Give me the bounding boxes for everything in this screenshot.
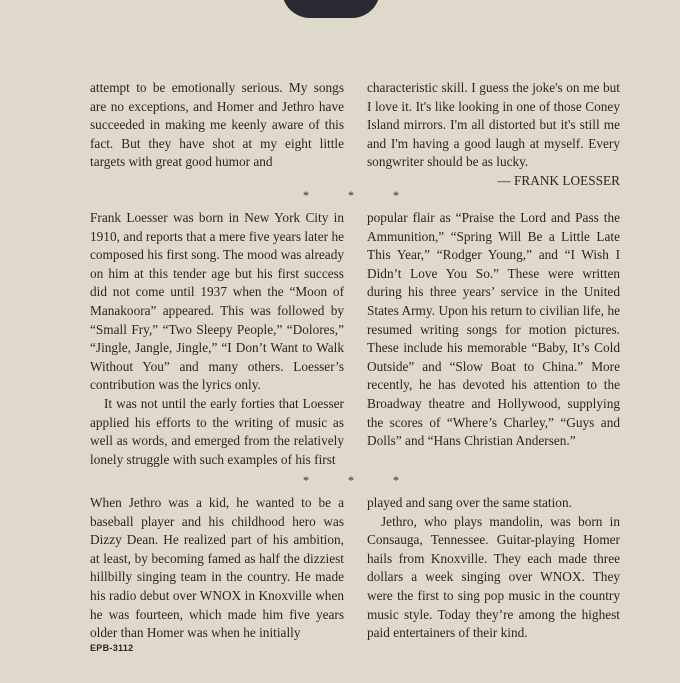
section-divider: * * * (303, 473, 417, 487)
sleeve-notch (282, 0, 380, 18)
loesser-bio-paragraph-1: Frank Loesser was born in New York City in 1910, and reports that a mere five years later he composed his first song. The mood was already on him at this tender age but his first success did not come until 1937 when the “Moon of Manakoora” appeared. This was followed by “Small Fry,” “Two Sleepy People,” “Dolores,” “Jingle, Jangle, Jingle,” “I Don’t Want to Walk Without You” and many others. Loesser’s contribution was the lyrics only. (90, 210, 344, 393)
loesser-bio-paragraph-3: popular flair as “Praise the Lord and Pass the Ammunition,” “Spring Will Be a Little Late This Year,” “Rodger Young,” and “I Wish I Didn’t Love You So.” These were written during his three years’ service in the United States Army. Upon his return to civilian life, he resumed writing songs for motion pictures. These include his memorable “Baby, It’s Cold Outside” and “Slow Boat to China.” More recently, he has devoted his attention to the Broadway theatre and Hollywood, supplying the scores of “Where’s Charley,” “Guys and Dolls” and “Hans Christian Andersen.” (367, 210, 620, 449)
catalog-number: EPB-3112 (90, 643, 134, 653)
loesser-bio-left-column (90, 209, 344, 469)
jethro-bio-right-column (367, 494, 620, 643)
jethro-bio-paragraph-3: Jethro, who plays mandolin, was born in Consauga, Tennessee. Guitar-playing Homer hails from Knoxville. They each made three dollars a week singing over WNOX. They were the first to sing pop music in the country music style. Today they’re among the highest paid entertainers of their kind. (367, 513, 620, 641)
loesser-bio-right-column (367, 209, 620, 451)
quote-left-column (90, 79, 344, 172)
quote-right-column (367, 79, 620, 191)
jethro-bio-paragraph-2: played and sang over the same station. (367, 495, 572, 510)
jethro-bio-left-column (90, 494, 344, 643)
quote-signature: — FRANK LOESSER (497, 172, 620, 188)
loesser-bio-paragraph-2: It was not until the early forties that Loesser applied his efforts to the writing of music as well as words, and emerged from the relatively lonely struggle with such examples of his first (90, 395, 344, 467)
quote-text-left: attempt to be emotionally serious. My songs are no exceptions, and Homer and Jethro have succeeded in making me keenly aware of this fact. But they have shot at my eight little targets with great good humor and (90, 80, 344, 170)
quote-text-right: characteristic skill. I guess the joke's on me but I love it. It's like looking in one of those Coney Island mirrors. I'm all distorted but it's still me and I'm having a good laugh at myself. Every songwriter should be as lucky. (367, 80, 620, 170)
jethro-bio-paragraph-1: When Jethro was a kid, he wanted to be a baseball player and his childhood hero was Dizzy Dean. He realized part of his ambition, at least, by becoming famed as half the dizziest hillbilly singing team in the country. He made his radio debut over WNOX in Knoxville when he was fourteen, which made him five years older than Homer was when he initially (90, 495, 344, 641)
section-divider: * * * (303, 188, 417, 202)
